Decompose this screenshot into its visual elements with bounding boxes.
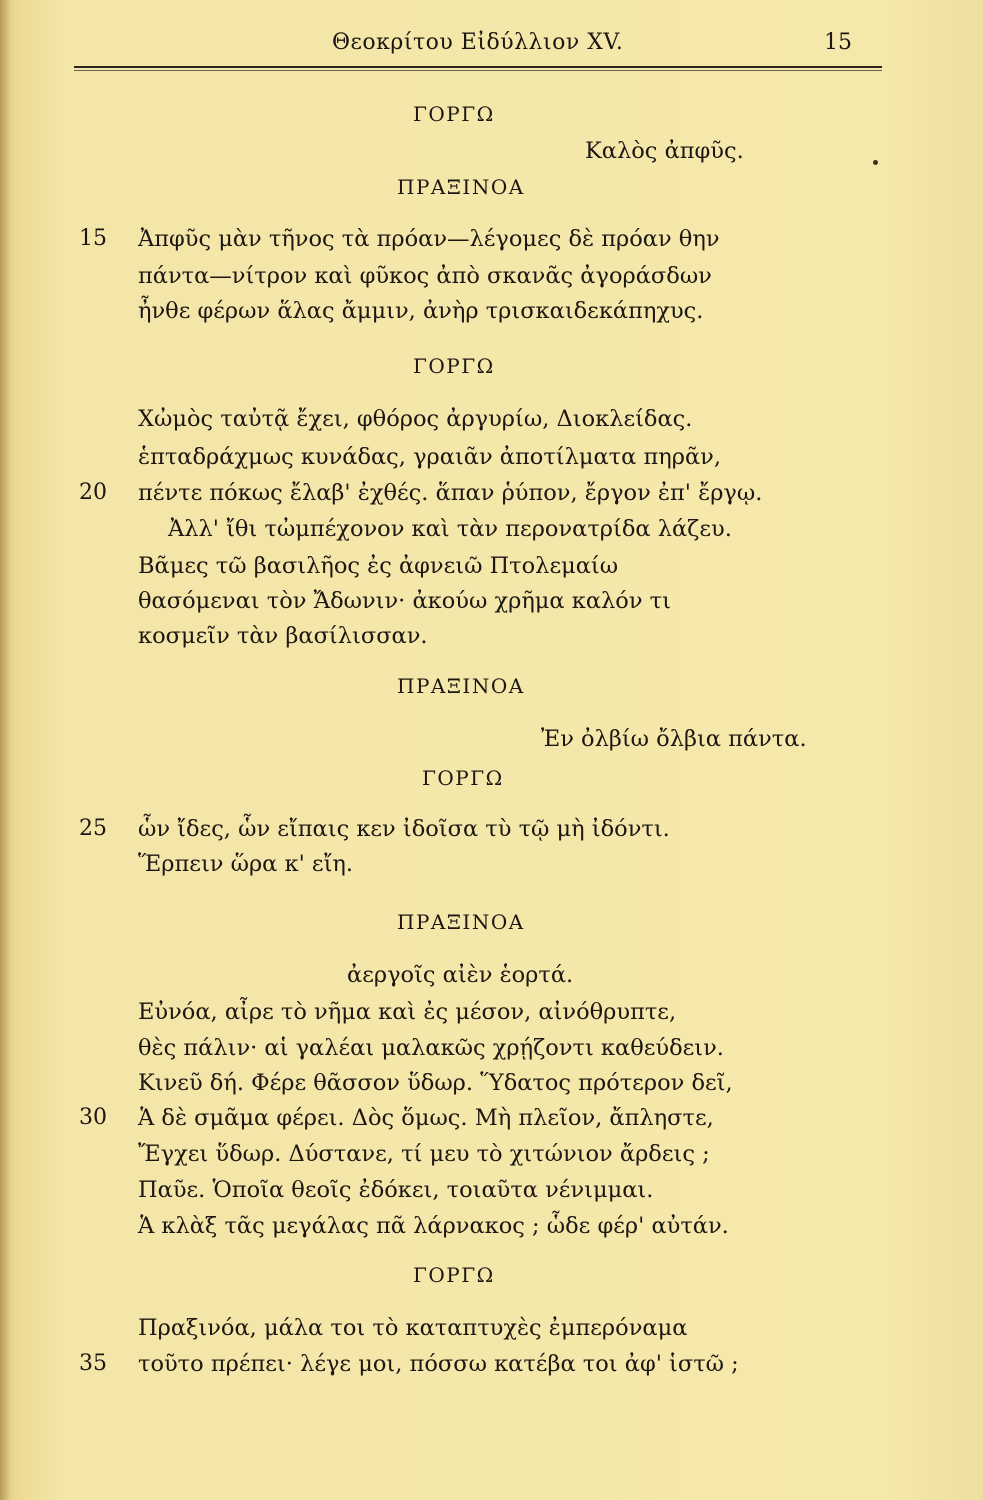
verse-line: Ἁ κλὰξ τᾶς μεγάλας πᾶ λάρνακος ; ὧδε φέρ' αὐτάν. (138, 1213, 729, 1239)
verse-line: Ἀπφῦς μὰν τῆνος τὰ πρόαν—λέγομες δὲ πρόαν θην (138, 226, 720, 252)
header-rule-thin (74, 70, 882, 71)
verse-line: ἦνθε φέρων ἅλας ἄμμιν, ἀνὴρ τρισκαιδεκάπηχυς. (138, 298, 704, 324)
speaker-label: ΓΟΡΓΩ (413, 1263, 495, 1287)
verse-line: πέντε πόκως ἔλαβ' ἐχθές. ἅπαν ῥύπον, ἔργον ἐπ' ἔργῳ. (138, 480, 763, 506)
ink-fleck (873, 160, 878, 165)
verse-line: ἀεργοῖς αἰὲν ἑορτά. (347, 962, 574, 988)
verse-line: Ἁ δὲ σμᾶμα φέρει. Δὸς ὅμως. Μὴ πλεῖον, ἄπληστε, (138, 1105, 714, 1131)
speaker-label: ΠΡΑΞΙΝΟΑ (397, 175, 525, 199)
verse-line: ἑπταδράχμως κυνάδας, γραιᾶν ἀποτίλματα πηρᾶν, (138, 444, 721, 470)
header-title: Θεοκρίτου Εἰδύλλιον XV. (332, 30, 624, 55)
verse-line: κοσμεῖν τὰν βασίλισσαν. (138, 623, 428, 649)
verse-line: Χὠμὸς ταὐτᾷ ἔχει, φθόρος ἀργυρίω, Διοκλείδας. (138, 406, 693, 432)
header-rule (74, 66, 882, 68)
speaker-label: ΓΟΡΓΩ (413, 354, 495, 378)
line-number: 15 (79, 226, 107, 251)
verse-line: Ἕρπειν ὥρα κ' εἴη. (138, 851, 354, 877)
verse-line: ὧν ἴδες, ὧν εἴπαις κεν ἰδοῖσα τὺ τῷ μὴ ἰδόντι. (138, 816, 670, 842)
verse-line: Πραξινόα, μάλα τοι τὸ καταπτυχὲς ἐμπερόναμα (138, 1315, 688, 1341)
verse-line: θασόμεναι τὸν Ἄδωνιν· ἀκούω χρῆμα καλόν τι (138, 588, 671, 614)
verse-line: πάντα—νίτρον καὶ φῦκος ἀπὸ σκανᾶς ἀγοράσδων (138, 263, 712, 289)
line-number: 25 (79, 816, 107, 841)
speaker-label: ΠΡΑΞΙΝΟΑ (397, 674, 525, 698)
verse-line: Κινεῦ δή. Φέρε θᾶσσον ὕδωρ. Ὕδατος πρότερον δεῖ, (138, 1070, 733, 1096)
verse-line: Ἐν ὀλβίω ὄλβια πάντα. (541, 726, 807, 752)
line-number: 35 (79, 1351, 107, 1376)
verse-line: τοῦτο πρέπει· λέγε μοι, πόσσω κατέβα τοι ἀφ' ἱστῶ ; (138, 1351, 739, 1377)
verse-line: Ἀλλ' ἴθι τὠμπέχονον καὶ τὰν περονατρίδα λάζευ. (168, 516, 732, 542)
page-number: 15 (824, 30, 852, 55)
binding-crease (0, 0, 10, 1500)
verse-line: θὲς πάλιν· αἱ γαλέαι μαλακῶς χρῄζοντι καθεύδειν. (138, 1035, 724, 1061)
verse-line: Εὐνόα, αἶρε τὸ νῆμα καὶ ἐς μέσον, αἰνόθρυπτε, (138, 999, 677, 1025)
verse-line: Καλὸς ἀπφῦς. (585, 138, 744, 164)
speaker-label: ΠΡΑΞΙΝΟΑ (397, 910, 525, 934)
line-number: 20 (79, 480, 107, 505)
verse-line: Ἔγχει ὕδωρ. Δύστανε, τί μευ τὸ χιτώνιον ἄρδεις ; (138, 1141, 710, 1167)
speaker-label: ΓΟΡΓΩ (422, 766, 504, 790)
verse-line: Παῦε. Ὁποῖα θεοῖς ἐδόκει, τοιαῦτα νένιμμαι. (138, 1177, 654, 1203)
line-number: 30 (79, 1105, 107, 1130)
verse-line: Βᾶμες τῶ βασιλῆος ἐς ἀφνειῶ Πτολεμαίω (138, 553, 619, 579)
speaker-label: ΓΟΡΓΩ (413, 102, 495, 126)
running-header (0, 28, 983, 64)
